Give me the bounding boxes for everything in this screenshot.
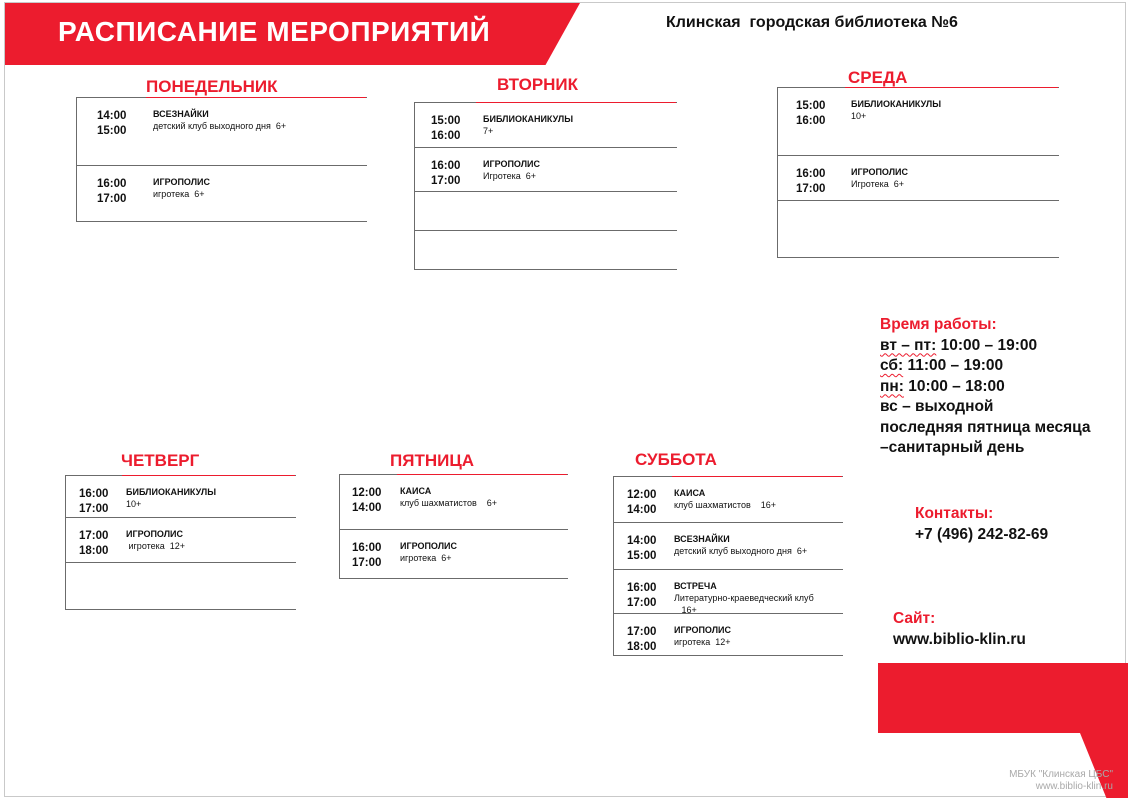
schedule-row [66,563,296,610]
day-title: ПЯТНИЦА [390,451,475,470]
event-end-time: 17:00 [97,193,127,205]
footer-org: МБУК "Клинская ЦБС" [1009,769,1113,780]
day-title: ВТОРНИК [497,75,579,94]
library-name: Клинская городская библиотека №6 [666,14,958,31]
sanitary-day-line1: последняя пятница месяца [880,418,1091,436]
event-name: БИБЛИОКАНИКУЛЫ [126,487,217,497]
table-accent-line [672,476,842,477]
event-times [796,99,825,129]
hours-mon-label: пн: [880,377,904,395]
event-description: Литературно-краеведческий клуб 16+ [674,593,814,615]
event-name: КАИСА [674,488,706,498]
event-name: КАИСА [400,486,432,496]
event-start-time: 17:00 [79,530,109,542]
schedule-row [778,156,1059,201]
event-description: игротека 12+ [674,637,731,647]
event-name: ВСЕЗНАЙКИ [674,534,730,544]
hours-sat-time: 11:00 – 19:00 [903,357,1004,374]
event-description: игротека 6+ [400,553,452,563]
event-description: детский клуб выходного дня 6+ [153,121,287,131]
event-description: детский клуб выходного дня 6+ [674,546,808,556]
event-info [483,158,540,182]
event-info [674,533,807,557]
event-times [97,109,126,139]
event-start-time: 16:00 [796,168,826,180]
schedule-row [66,518,296,563]
day-schedule-table [339,474,568,579]
page-title: РАСПИСАНИЕ МЕРОПРИЯТИЙ [58,16,491,47]
event-description: клуб шахматистов 16+ [674,500,776,510]
event-name: ИГРОПОЛИС [126,529,183,539]
event-times [352,486,381,516]
event-name: ВСЕЗНАЙКИ [153,109,209,119]
event-end-time: 16:00 [796,115,826,127]
table-accent-line [146,97,366,98]
event-description: 10+ [851,111,867,121]
event-times [431,114,460,144]
event-start-time: 15:00 [796,100,826,112]
event-end-time: 15:00 [627,550,657,562]
event-end-time: 17:00 [79,503,109,515]
site-url[interactable]: www.biblio-klin.ru [893,630,1026,648]
event-name: ИГРОПОЛИС [483,159,540,169]
decor-red-block [878,663,1128,733]
event-description: 10+ [126,499,142,509]
event-start-time: 12:00 [352,487,382,499]
sanitary-day-line2: –санитарный день [880,439,1025,456]
event-info [674,580,814,616]
event-end-time: 14:00 [627,504,657,516]
working-hours-title: Время работы: [880,316,997,333]
event-info [851,98,941,122]
event-end-time: 18:00 [627,641,657,653]
schedule-row [415,148,677,192]
event-name: БИБЛИОКАНИКУЛЫ [851,99,942,109]
event-times [352,541,381,571]
event-info [483,113,573,137]
day-schedule-table [414,102,677,270]
event-info [400,540,457,564]
event-start-time: 16:00 [97,178,127,190]
hours-sat-label: сб: [880,357,904,374]
event-times [79,529,108,559]
event-name: ИГРОПОЛИС [674,625,731,635]
event-times [79,487,108,517]
schedule-row [778,87,1059,156]
event-info [126,528,185,552]
schedule-row [614,523,843,570]
schedule-row [77,97,367,166]
event-description: клуб шахматистов 6+ [400,498,497,508]
day-title: ЧЕТВЕРГ [121,451,200,470]
event-times [627,534,656,564]
hours-sat [880,356,1091,377]
table-accent-line [476,102,676,103]
event-end-time: 17:00 [352,557,382,569]
schedule-row [415,102,677,148]
site-title: Сайт: [893,610,936,627]
event-info [153,176,210,200]
event-start-time: 16:00 [431,160,461,172]
event-info [126,486,216,510]
event-start-time: 16:00 [627,582,657,594]
event-times [431,159,460,189]
event-end-time: 16:00 [431,130,461,142]
hours-sunday: вс – выходной [880,398,994,415]
event-info [674,487,776,511]
event-end-time: 17:00 [796,183,826,195]
event-start-time: 17:00 [627,626,657,638]
contacts-phone: +7 (496) 242-82-69 [915,525,1049,543]
event-end-time: 17:00 [627,597,657,609]
site [893,609,1026,650]
schedule-row [415,192,677,231]
event-info [674,624,731,648]
event-start-time: 16:00 [79,488,109,500]
schedule-row [614,476,843,523]
hours-mon [880,377,1091,398]
event-end-time: 17:00 [431,175,461,187]
schedule-row [340,474,568,530]
event-end-time: 15:00 [97,125,127,137]
event-description: игротека 6+ [153,189,205,199]
hours-tue-fri [880,336,1091,357]
day-title: ПОНЕДЕЛЬНИК [146,77,278,96]
event-name: ВСТРЕЧА [674,581,717,591]
footer-watermark [1009,769,1113,793]
event-description: Игротека 6+ [483,171,536,181]
day-schedule-table [777,87,1059,258]
event-times [796,167,825,197]
event-times [627,625,656,655]
working-hours [880,315,1091,459]
hours-mon-time: 10:00 – 18:00 [903,377,1005,395]
schedule-row [66,475,296,518]
event-end-time: 14:00 [352,502,382,514]
event-name: ИГРОПОЛИС [851,167,908,177]
schedule-row [77,166,367,222]
event-description: игротека 12+ [126,541,186,551]
day-schedule-table [65,475,296,610]
day-title: СУББОТА [635,450,717,469]
event-info [153,108,286,132]
table-accent-line [397,474,567,475]
event-name: ИГРОПОЛИС [400,541,457,551]
event-start-time: 14:00 [627,535,657,547]
event-name: БИБЛИОКАНИКУЛЫ [483,114,574,124]
footer-url: www.biblio-klin.ru [1035,781,1113,792]
event-description: 7+ [483,126,494,136]
schedule-row [340,530,568,579]
event-description: Игротека 6+ [851,179,904,189]
day-title: СРЕДА [848,68,908,87]
schedule-row [614,570,843,614]
schedule-row [614,614,843,656]
hours-tue-fri-label: вт – пт: [880,336,937,354]
hours-tue-fri-time: 10:00 – 19:00 [936,336,1038,354]
event-start-time: 15:00 [431,115,461,127]
table-accent-line [845,87,1058,88]
event-times [627,488,656,518]
day-schedule-table [613,476,843,656]
event-start-time: 12:00 [627,489,657,501]
event-times [627,581,656,611]
event-end-time: 18:00 [79,545,109,557]
event-start-time: 14:00 [97,110,127,122]
event-start-time: 16:00 [352,542,382,554]
day-schedule-table [76,97,367,222]
table-accent-line [122,475,295,476]
contacts [915,504,1048,545]
contacts-title: Контакты: [915,505,994,522]
event-name: ИГРОПОЛИС [153,177,210,187]
event-times [97,177,126,207]
schedule-row [415,231,677,270]
event-info [400,485,497,509]
event-info [851,166,908,190]
schedule-row [778,201,1059,258]
